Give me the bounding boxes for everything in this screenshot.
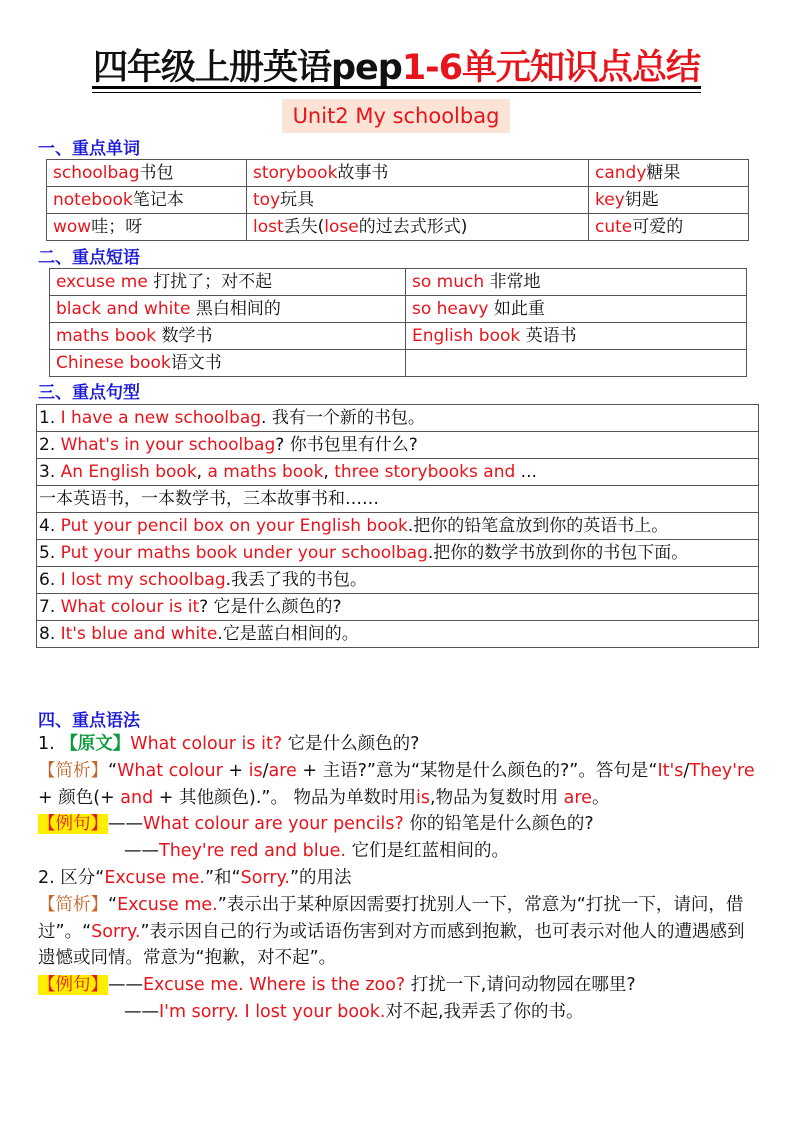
grammar-analysis-1 — [38, 758, 758, 812]
section-heading-words: 一、重点单词 — [38, 139, 140, 159]
grammar-item-2 — [38, 865, 758, 892]
sentence-row — [37, 567, 759, 594]
text-segment: 对不起,我弄丢了你的书。 — [385, 1001, 584, 1022]
english-text: so much — [412, 272, 490, 292]
text-segment: 笔记本 — [132, 190, 184, 210]
text-segment: + 颜色(+ — [38, 787, 121, 808]
english-text: I have a new schoolbag — [60, 408, 262, 428]
text-segment: , — [196, 462, 208, 482]
text-segment: , — [323, 462, 335, 482]
original-label: 【原文】 — [60, 734, 131, 754]
text-segment: 1. — [38, 734, 61, 754]
table-row — [50, 296, 747, 323]
example-label: 【例句】 — [38, 975, 108, 996]
table-row — [50, 269, 747, 296]
english-text: Sorry. — [240, 867, 290, 888]
text-segment: 丢失( — [283, 217, 325, 237]
table-cell — [50, 350, 406, 377]
text-segment: —— — [124, 841, 159, 862]
english-text: a maths book — [207, 462, 324, 482]
table-cell — [406, 296, 747, 323]
english-text: lost — [253, 217, 284, 237]
page-title — [0, 40, 793, 90]
english-text: schoolbag — [53, 163, 140, 183]
table-cell — [589, 187, 749, 214]
english-text: I lost my schoolbag — [60, 570, 226, 590]
text-segment: 糖果 — [646, 163, 681, 183]
text-segment: 7. — [39, 597, 61, 617]
title-red: 1-6单元知识点总结 — [401, 48, 701, 88]
english-text: Excuse me. Where is the zoo? — [143, 975, 411, 996]
text-segment: 它们是红蓝相间的。 — [351, 841, 510, 862]
text-segment: 书包 — [139, 163, 174, 183]
text-segment: 黑白相间的 — [195, 299, 281, 319]
sentences-table — [36, 404, 759, 648]
text-segment: 打扰了；对不起 — [153, 272, 273, 292]
text-segment: ”表示出于某种原因需要打扰别人一下，常意为“打扰一下，请问，借过”。“ — [38, 894, 744, 942]
text-segment: 2. 区分“ — [38, 867, 105, 888]
table-cell — [47, 214, 247, 241]
text-segment: 你的铅笔是什么颜色的? — [409, 814, 594, 835]
table-cell — [37, 486, 759, 513]
text-segment: .把你的铅笔盒放到你的英语书上。 — [407, 516, 669, 536]
text-segment: 数学书 — [161, 326, 213, 346]
text-segment: 。 — [591, 787, 610, 808]
sentence-row — [37, 405, 759, 432]
text-segment: .它是蓝白相间的。 — [217, 624, 359, 644]
table-cell — [50, 269, 406, 296]
table-cell — [37, 405, 759, 432]
text-segment: 4. — [39, 516, 61, 536]
grammar-notes — [38, 731, 758, 1026]
table-cell — [37, 432, 759, 459]
english-text: They're — [689, 760, 755, 781]
english-text: are — [268, 760, 297, 781]
sentence-row — [37, 459, 759, 486]
sentence-row — [37, 621, 759, 648]
table-cell — [37, 567, 759, 594]
english-text: English book — [412, 326, 526, 346]
english-text: What's in your schoolbag — [60, 435, 276, 455]
english-text: I'm sorry. I lost your book. — [159, 1001, 386, 1022]
text-segment: —— — [108, 814, 143, 835]
text-segment: 6. — [39, 570, 61, 590]
text-segment: 钥匙 — [624, 190, 659, 210]
table-cell — [247, 160, 589, 187]
grammar-analysis-2 — [38, 892, 758, 972]
grammar-example-2a — [38, 972, 668, 999]
table-cell — [47, 160, 247, 187]
english-text: so heavy — [412, 299, 494, 319]
text-segment: 的过去式形式) — [358, 217, 468, 237]
table-cell — [406, 350, 747, 377]
table-cell — [406, 269, 747, 296]
english-text: What colour is it — [60, 597, 200, 617]
english-text: What colour are your pencils? — [143, 814, 410, 835]
text-segment: 5. — [39, 543, 61, 563]
text-segment: “ — [108, 760, 118, 781]
english-text: black and white — [56, 299, 196, 319]
text-segment: 8. — [39, 624, 61, 644]
english-text: maths book — [56, 326, 162, 346]
text-segment: ... — [515, 462, 537, 482]
table-row — [47, 187, 749, 214]
table-cell — [37, 459, 759, 486]
text-segment: + 其他颜色).”。 物品为单数时用 — [153, 787, 417, 808]
grammar-example-2b — [38, 999, 758, 1026]
text-segment: 可爱的 — [632, 217, 684, 237]
table-cell — [589, 160, 749, 187]
text-segment: 一本英语书，一本数学书，三本故事书和…… — [39, 489, 379, 509]
english-text: Excuse me. — [117, 894, 218, 915]
table-cell — [37, 540, 759, 567]
sentence-row — [37, 594, 759, 621]
text-segment: .把你的数学书放到你的书包下面。 — [427, 543, 689, 563]
example-label: 【例句】 — [38, 814, 108, 835]
text-segment: 语文书 — [170, 353, 222, 373]
grammar-example-1b — [38, 838, 758, 865]
text-segment: ”表示因自己的行为或话语伤害到对方而感到抱歉，也可表示对他人的遭遇感到遗憾或同情。常意为“抱歉，对不起”。 — [38, 921, 745, 969]
section-heading-grammar: 四、重点语法 — [38, 711, 140, 731]
text-segment: 2. — [39, 435, 61, 455]
english-text: It's blue and white — [60, 624, 218, 644]
text-segment: ? 你书包里有什么? — [275, 435, 418, 455]
english-text: three storybooks and — [334, 462, 516, 482]
text-segment: . 我有一个新的书包。 — [261, 408, 425, 428]
text-segment: ? 它是什么颜色的? — [199, 597, 342, 617]
table-row — [47, 160, 749, 187]
english-text: are — [563, 787, 592, 808]
text-segment: + — [228, 760, 249, 781]
table-row — [50, 350, 747, 377]
text-segment: 打扰一下,请问动物园在哪里? — [410, 975, 636, 996]
words-table — [46, 159, 749, 241]
english-text: What colour is it? — [130, 734, 288, 754]
analysis-label: 【简析】 — [38, 894, 108, 915]
text-segment: 哇；呀 — [91, 217, 143, 237]
text-segment: + 主语?”意为“某物是什么颜色的?”。答句是“ — [296, 760, 658, 781]
table-row — [47, 214, 749, 241]
english-text: and — [120, 787, 154, 808]
text-segment: 玩具 — [280, 190, 315, 210]
text-segment: 1. — [39, 408, 61, 428]
english-text: What colour — [117, 760, 229, 781]
text-segment: ,物品为复数时用 — [430, 787, 564, 808]
english-text: An English book — [60, 462, 197, 482]
table-cell — [37, 594, 759, 621]
sentence-row — [37, 513, 759, 540]
english-text: is — [248, 760, 263, 781]
text-segment: / — [683, 760, 690, 781]
english-text: Put your maths book under your schoolbag — [60, 543, 428, 563]
analysis-label: 【简析】 — [38, 760, 108, 781]
english-text: candy — [595, 163, 647, 183]
text-segment: / — [262, 760, 269, 781]
unit-title: Unit2 My schoolbag — [282, 99, 510, 133]
table-row — [50, 323, 747, 350]
english-text: Sorry. — [91, 921, 141, 942]
sentence-row — [37, 540, 759, 567]
table-cell — [37, 513, 759, 540]
sentence-row — [37, 486, 759, 513]
english-text: Put your pencil box on your English book — [60, 516, 408, 536]
title-black: 四年级上册英语pep — [92, 48, 402, 88]
table-cell — [37, 621, 759, 648]
table-cell — [247, 187, 589, 214]
grammar-item-1 — [38, 731, 758, 758]
text-segment: 它是什么颜色的? — [287, 734, 420, 754]
sentence-row — [37, 432, 759, 459]
section-heading-sentences: 三、重点句型 — [38, 383, 140, 403]
text-segment: 故事书 — [337, 163, 389, 183]
english-text: is — [416, 787, 431, 808]
text-segment: ”和“ — [204, 867, 241, 888]
section-heading-phrases: 二、重点短语 — [38, 248, 140, 268]
english-text: wow — [53, 217, 92, 237]
english-text: They're red and blue. — [159, 841, 352, 862]
text-segment: 非常地 — [489, 272, 541, 292]
text-segment: 如此重 — [493, 299, 545, 319]
text-segment: —— — [124, 1001, 159, 1022]
table-cell — [589, 214, 749, 241]
table-cell — [406, 323, 747, 350]
text-segment: “ — [108, 894, 118, 915]
text-segment: ”的用法 — [289, 867, 352, 888]
english-text: It's — [657, 760, 684, 781]
table-cell — [247, 214, 589, 241]
title-underline — [92, 86, 701, 93]
english-text: toy — [253, 190, 281, 210]
english-text: cute — [595, 217, 633, 237]
text-segment: —— — [108, 975, 143, 996]
english-text: notebook — [53, 190, 133, 210]
english-text: Chinese book — [56, 353, 171, 373]
table-cell — [47, 187, 247, 214]
phrases-table — [49, 268, 747, 377]
text-segment: .我丢了我的书包。 — [225, 570, 368, 590]
text-segment: 3. — [39, 462, 61, 482]
english-text: excuse me — [56, 272, 154, 292]
english-text: Excuse me. — [104, 867, 205, 888]
table-cell — [50, 296, 406, 323]
grammar-example-1a — [38, 811, 758, 838]
text-segment: 英语书 — [525, 326, 577, 346]
english-text: lose — [324, 217, 359, 237]
table-cell — [50, 323, 406, 350]
english-text: key — [595, 190, 625, 210]
english-text: storybook — [253, 163, 338, 183]
